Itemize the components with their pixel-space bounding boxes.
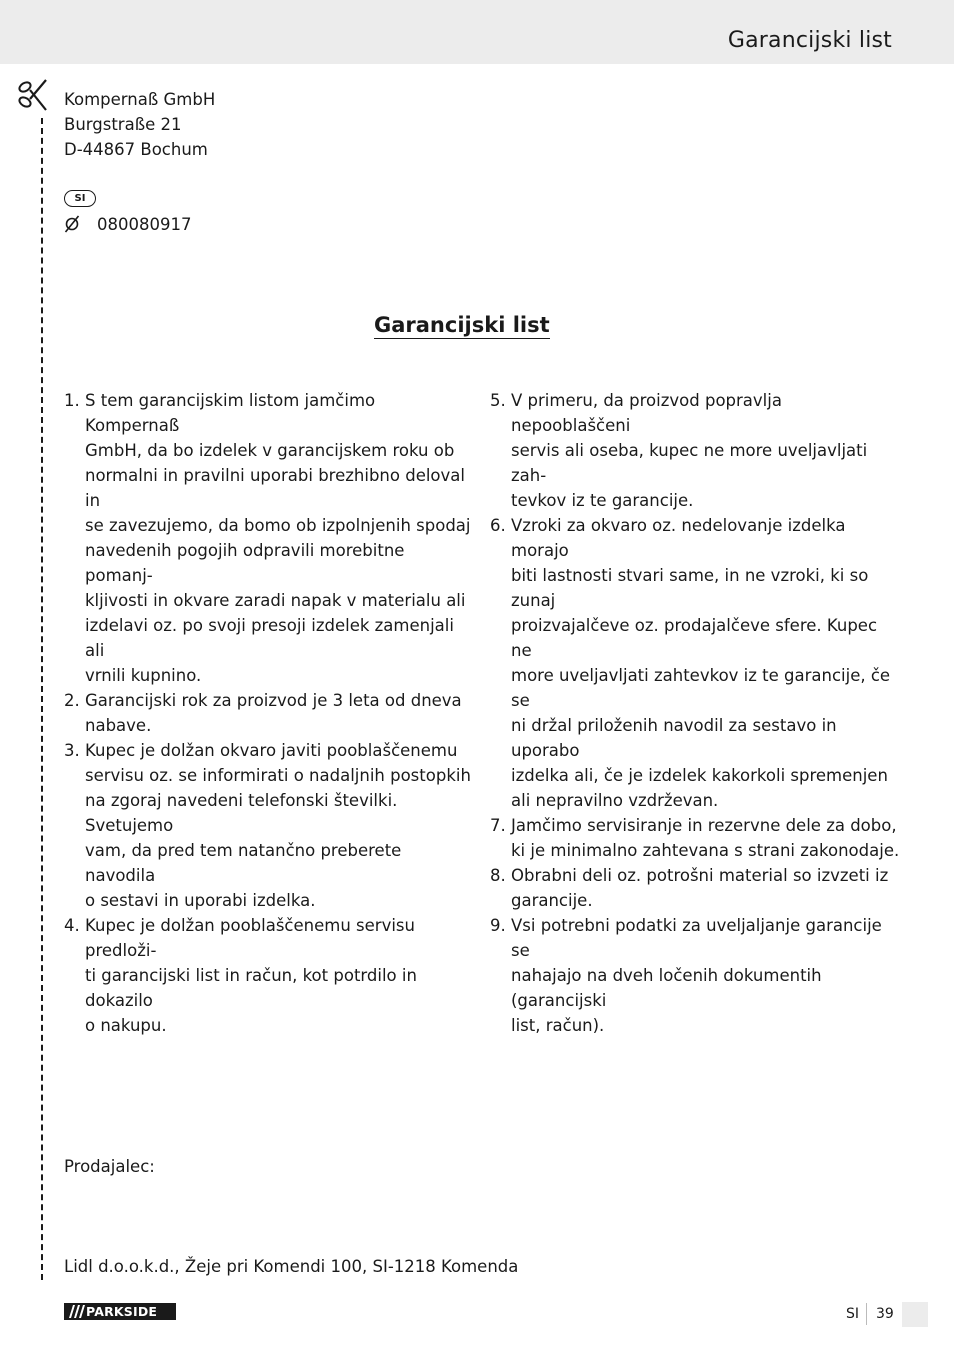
terms-item xyxy=(64,738,474,913)
terms-item-line: Obrabni deli oz. potrošni material so izvzeti iz xyxy=(511,866,889,885)
scissors-icon xyxy=(16,76,48,116)
terms-item-number: 1. xyxy=(64,391,80,410)
terms-item-line: GmbH, da bo izdelek v garancijskem roku ob xyxy=(85,441,455,460)
terms-item-number: 7. xyxy=(490,816,506,835)
terms-item-line: kljivosti in okvare zaradi napak v materialu ali xyxy=(85,591,466,610)
terms-item-line: Jamčimo servisiranje in rezervne dele za dobo, xyxy=(511,816,897,835)
logo-text: PARKSIDE xyxy=(86,1304,158,1319)
parkside-logo xyxy=(64,1303,176,1320)
page-header xyxy=(0,0,954,64)
terms-item-number: 4. xyxy=(64,916,80,935)
terms-item-line: proizvajalčeve oz. prodajalčeve sfere. Kupec ne xyxy=(511,616,878,660)
seller-label: Prodajalec: xyxy=(64,1157,155,1176)
page-number: 39 xyxy=(876,1306,894,1322)
terms-item xyxy=(64,388,474,688)
terms-item-line: navedenih pogojih odpravili morebitne pomanj- xyxy=(85,541,405,585)
terms-item-line: Vsi potrebni podatki za uveljaljanje garancije se xyxy=(511,916,882,960)
terms-item-line: V primeru, da proizvod popravlja nepooblaščeni xyxy=(511,391,782,435)
terms-item-number: 6. xyxy=(490,516,506,535)
terms-item-line: garancije. xyxy=(511,891,593,910)
terms-item xyxy=(490,863,900,913)
address-line: D-44867 Bochum xyxy=(64,140,208,159)
terms-item-number: 8. xyxy=(490,866,506,885)
terms-item-line: ni držal priloženih navodil za sestavo in uporabo xyxy=(511,716,837,760)
terms-item-line: izdelka ali, če je izdelek kakorkoli spremenjen xyxy=(511,766,888,785)
terms-item-line: tevkov iz te garancije. xyxy=(511,491,694,510)
terms-list-left xyxy=(64,388,474,1038)
terms-item-line: list, račun). xyxy=(511,1016,605,1035)
logo-stripes-icon xyxy=(66,1304,86,1319)
terms-item xyxy=(490,388,900,513)
terms-item-line: biti lastnosti stvari same, in ne vzroki, ki so zunaj xyxy=(511,566,869,610)
document-title: Garancijski list xyxy=(374,313,550,337)
terms-item-line: Kupec je dolžan okvaro javiti pooblaščenemu xyxy=(85,741,458,760)
seller-address: Lidl d.o.o.k.d., Žeje pri Komendi 100, SI-1218 Komenda xyxy=(64,1257,519,1276)
manufacturer-address xyxy=(64,87,215,162)
terms-item-line: normalni in pravilni uporabi brezhibno deloval in xyxy=(85,466,465,510)
terms-item-line: Kupec je dolžan pooblaščenemu servisu predloži- xyxy=(85,916,415,960)
terms-item-line: vam, da pred tem natančno preberete navodila xyxy=(85,841,402,885)
terms-item-line: vrnili kupnino. xyxy=(85,666,202,685)
phone-icon xyxy=(64,215,80,233)
terms-item-line: Vzroki za okvaro oz. nedelovanje izdelka morajo xyxy=(511,516,846,560)
address-line: Kompernaß GmbH xyxy=(64,90,216,109)
terms-item-number: 3. xyxy=(64,741,80,760)
terms-item-line: nabave. xyxy=(85,716,152,735)
footer-divider xyxy=(866,1303,867,1325)
terms-item-line: nahajajo na dveh ločenih dokumentih (garancijski xyxy=(511,966,822,1010)
terms-item-line: ali nepravilno vzdrževan. xyxy=(511,791,719,810)
terms-item-line: o nakupu. xyxy=(85,1016,167,1035)
terms-item-line: se zavezujemo, da bomo ob izpolnjenih spodaj xyxy=(85,516,471,535)
terms-list-right xyxy=(490,388,900,1038)
terms-item xyxy=(490,513,900,813)
terms-item-line: izdelavi oz. po svoji presoji izdelek zamenjali ali xyxy=(85,616,454,660)
terms-item xyxy=(490,913,900,1038)
terms-item xyxy=(64,688,474,738)
terms-item-line: na zgoraj navedeni telefonski številki. Svetujemo xyxy=(85,791,398,835)
terms-item-number: 2. xyxy=(64,691,80,710)
terms-item-number: 5. xyxy=(490,391,506,410)
phone-number: 080080917 xyxy=(97,215,192,234)
footer-box xyxy=(902,1302,928,1327)
header-title: Garancijski list xyxy=(727,28,892,53)
terms-item-line: o sestavi in uporabi izdelka. xyxy=(85,891,316,910)
cut-line xyxy=(41,118,43,1280)
terms-item-line: Garancijski rok za proizvod je 3 leta od dneva xyxy=(85,691,462,710)
terms-item-line: ti garancijski list in račun, kot potrdilo in dokazilo xyxy=(85,966,417,1010)
terms-item-line: more uveljavljati zahtevkov iz te garancije, če se xyxy=(511,666,891,710)
address-line: Burgstraße 21 xyxy=(64,115,182,134)
terms-item-line: servis ali oseba, kupec ne more uveljavljati zah- xyxy=(511,441,868,485)
terms-item-line: servisu oz. se informirati o nadaljnih postopkih xyxy=(85,766,471,785)
terms-item xyxy=(490,813,900,863)
terms-item-number: 9. xyxy=(490,916,506,935)
footer-language: SI xyxy=(846,1306,860,1322)
terms-item-line: ki je minimalno zahtevana s strani zakonodaje. xyxy=(511,841,900,860)
terms-item xyxy=(64,913,474,1038)
terms-item-line: S tem garancijskim listom jamčimo Kompernaß xyxy=(85,391,376,435)
country-badge: SI xyxy=(64,190,96,207)
